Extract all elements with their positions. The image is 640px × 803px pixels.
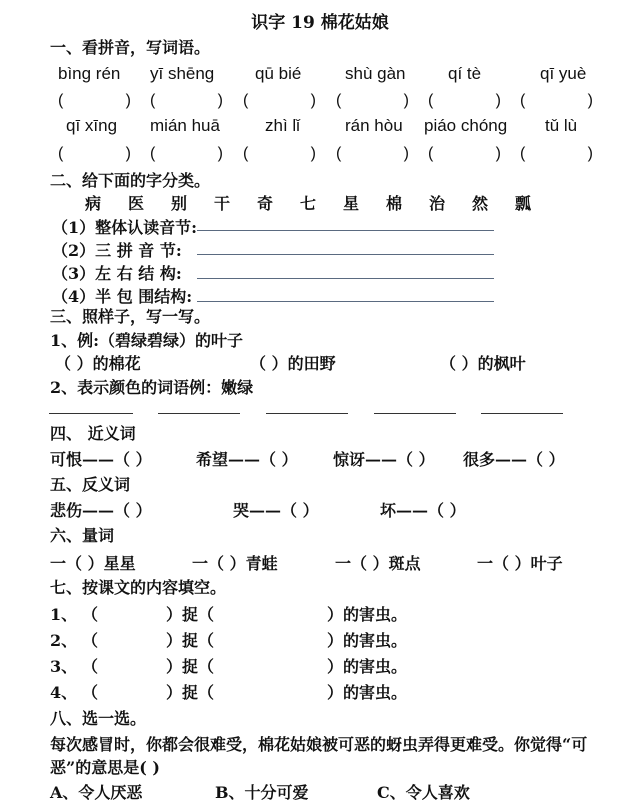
answer-blank[interactable]: ( )	[428, 145, 501, 162]
classify-item-4-label: （4）半 包 围结构:	[52, 287, 193, 306]
char: 然	[472, 194, 489, 213]
pinyin: zhì lǐ	[265, 116, 300, 135]
item-number: 3、	[50, 657, 78, 676]
answer-blank[interactable]: ( )	[428, 92, 501, 109]
fill-blank[interactable]: （ ）的田野	[250, 354, 336, 373]
answer-blank[interactable]: ( )	[150, 145, 223, 162]
pinyin: bìng rén	[58, 64, 121, 83]
section3-q2: 2、表示颜色的词语例：嫩绿	[50, 378, 254, 397]
color-word-line[interactable]	[158, 413, 240, 414]
char: 瓢	[515, 194, 532, 213]
answer-blank[interactable]: ( )	[58, 145, 131, 162]
antonym-item[interactable]: 悲伤——（ ）	[50, 501, 152, 520]
pinyin: mián huā	[150, 116, 220, 135]
item-number: 2、	[50, 631, 78, 650]
option-c[interactable]: C、令人喜欢	[377, 783, 470, 802]
classify-item-1-label: （1）整体认读音节:	[52, 218, 198, 237]
section3-q1: 1、例:（碧绿碧绿）的叶子	[50, 331, 244, 350]
measure-word-item[interactable]: 一（ ）叶子	[477, 554, 563, 573]
answer-blank[interactable]: ( )	[336, 145, 409, 162]
section2-heading: 二、给下面的字分类。	[50, 171, 211, 190]
blank-close: ）的害虫。	[327, 605, 408, 624]
blank-open[interactable]: （	[82, 631, 99, 650]
classify-item-3-label: （3）左 右 结 构:	[52, 264, 182, 283]
section6-heading: 六、量词	[50, 526, 115, 545]
char: 棉	[386, 194, 403, 213]
char: 奇	[257, 194, 274, 213]
measure-word-item[interactable]: 一（ ）斑点	[335, 554, 421, 573]
item-number: 4、	[50, 683, 78, 702]
section4-heading: 四、 近义词	[50, 424, 136, 443]
antonym-item[interactable]: 坏——（ ）	[380, 501, 466, 520]
item-number: 1、	[50, 605, 78, 624]
section5-heading: 五、反义词	[50, 475, 131, 494]
char: 七	[300, 194, 317, 213]
answer-blank[interactable]: ( )	[150, 92, 223, 109]
option-b[interactable]: B、十分可爱	[215, 783, 309, 802]
pinyin: piáo chóng	[424, 116, 508, 135]
blank-open[interactable]: （	[82, 657, 99, 676]
character-list	[85, 191, 558, 214]
blank-mid[interactable]: ）捉（	[166, 683, 215, 702]
blank-close: ）的害虫。	[327, 631, 408, 650]
answer-blank[interactable]: ( )	[520, 92, 593, 109]
measure-word-item[interactable]: 一（ ）星星	[50, 554, 136, 573]
char: 医	[128, 194, 145, 213]
classify-item-4-answer-line[interactable]	[197, 301, 494, 302]
char: 星	[343, 194, 360, 213]
color-word-line[interactable]	[266, 413, 348, 414]
color-word-line[interactable]	[49, 413, 133, 414]
blank-close: ）的害虫。	[327, 683, 408, 702]
synonym-item[interactable]: 可恨——（ ）	[50, 450, 152, 469]
answer-blank[interactable]: ( )	[520, 145, 593, 162]
pinyin: tǔ lù	[545, 116, 578, 135]
blank-mid[interactable]: ）捉（	[166, 657, 215, 676]
char: 病	[85, 194, 102, 213]
pinyin: qí tè	[448, 64, 482, 83]
answer-blank[interactable]: ( )	[58, 92, 131, 109]
section3-heading: 三、照样子，写一写。	[50, 307, 211, 326]
classify-item-2-label: （2）三 拼 音 节:	[52, 241, 182, 260]
blank-open[interactable]: （	[82, 605, 99, 624]
synonym-item[interactable]: 希望——（ ）	[196, 450, 298, 469]
blank-open[interactable]: （	[82, 683, 99, 702]
section7-heading: 七、按课文的内容填空。	[50, 578, 227, 597]
question-text-line2[interactable]: 恶”的意思是( )	[50, 758, 160, 777]
page-title: 识字 19 棉花姑娘	[251, 13, 389, 33]
pinyin: qī yuè	[540, 64, 587, 83]
blank-mid[interactable]: ）捉（	[166, 631, 215, 650]
pinyin: shù gàn	[345, 64, 406, 83]
pinyin: rán hòu	[345, 116, 403, 135]
char: 治	[429, 194, 446, 213]
blank-close: ）的害虫。	[327, 657, 408, 676]
option-a[interactable]: A、令人厌恶	[50, 783, 143, 802]
char: 别	[171, 194, 188, 213]
answer-blank[interactable]: ( )	[336, 92, 409, 109]
blank-mid[interactable]: ）捉（	[166, 605, 215, 624]
char: 干	[214, 194, 231, 213]
answer-blank[interactable]: ( )	[243, 145, 316, 162]
section1-heading: 一、看拼音，写词语。	[50, 38, 211, 57]
classify-item-1-answer-line[interactable]	[197, 230, 494, 231]
fill-blank[interactable]: （ ）的枫叶	[440, 354, 526, 373]
measure-word-item[interactable]: 一（ ）青蛙	[192, 554, 278, 573]
answer-blank[interactable]: ( )	[243, 92, 316, 109]
fill-blank[interactable]: （ ）的棉花	[55, 354, 141, 373]
synonym-item[interactable]: 惊讶——（ ）	[333, 450, 435, 469]
classify-item-2-answer-line[interactable]	[197, 254, 494, 255]
antonym-item[interactable]: 哭——（ ）	[233, 501, 319, 520]
question-text-line1: 每次感冒时，你都会很难受，棉花姑娘被可恶的蚜虫弄得更难受。你觉得“可	[50, 735, 588, 754]
color-word-line[interactable]	[374, 413, 456, 414]
synonym-item[interactable]: 很多——（ ）	[463, 450, 565, 469]
pinyin: qī xīng	[66, 116, 118, 135]
pinyin: qū bié	[255, 64, 302, 83]
classify-item-3-answer-line[interactable]	[197, 278, 494, 279]
pinyin: yī shēng	[150, 64, 215, 83]
color-word-line[interactable]	[481, 413, 563, 414]
section8-heading: 八、选一选。	[50, 709, 147, 728]
